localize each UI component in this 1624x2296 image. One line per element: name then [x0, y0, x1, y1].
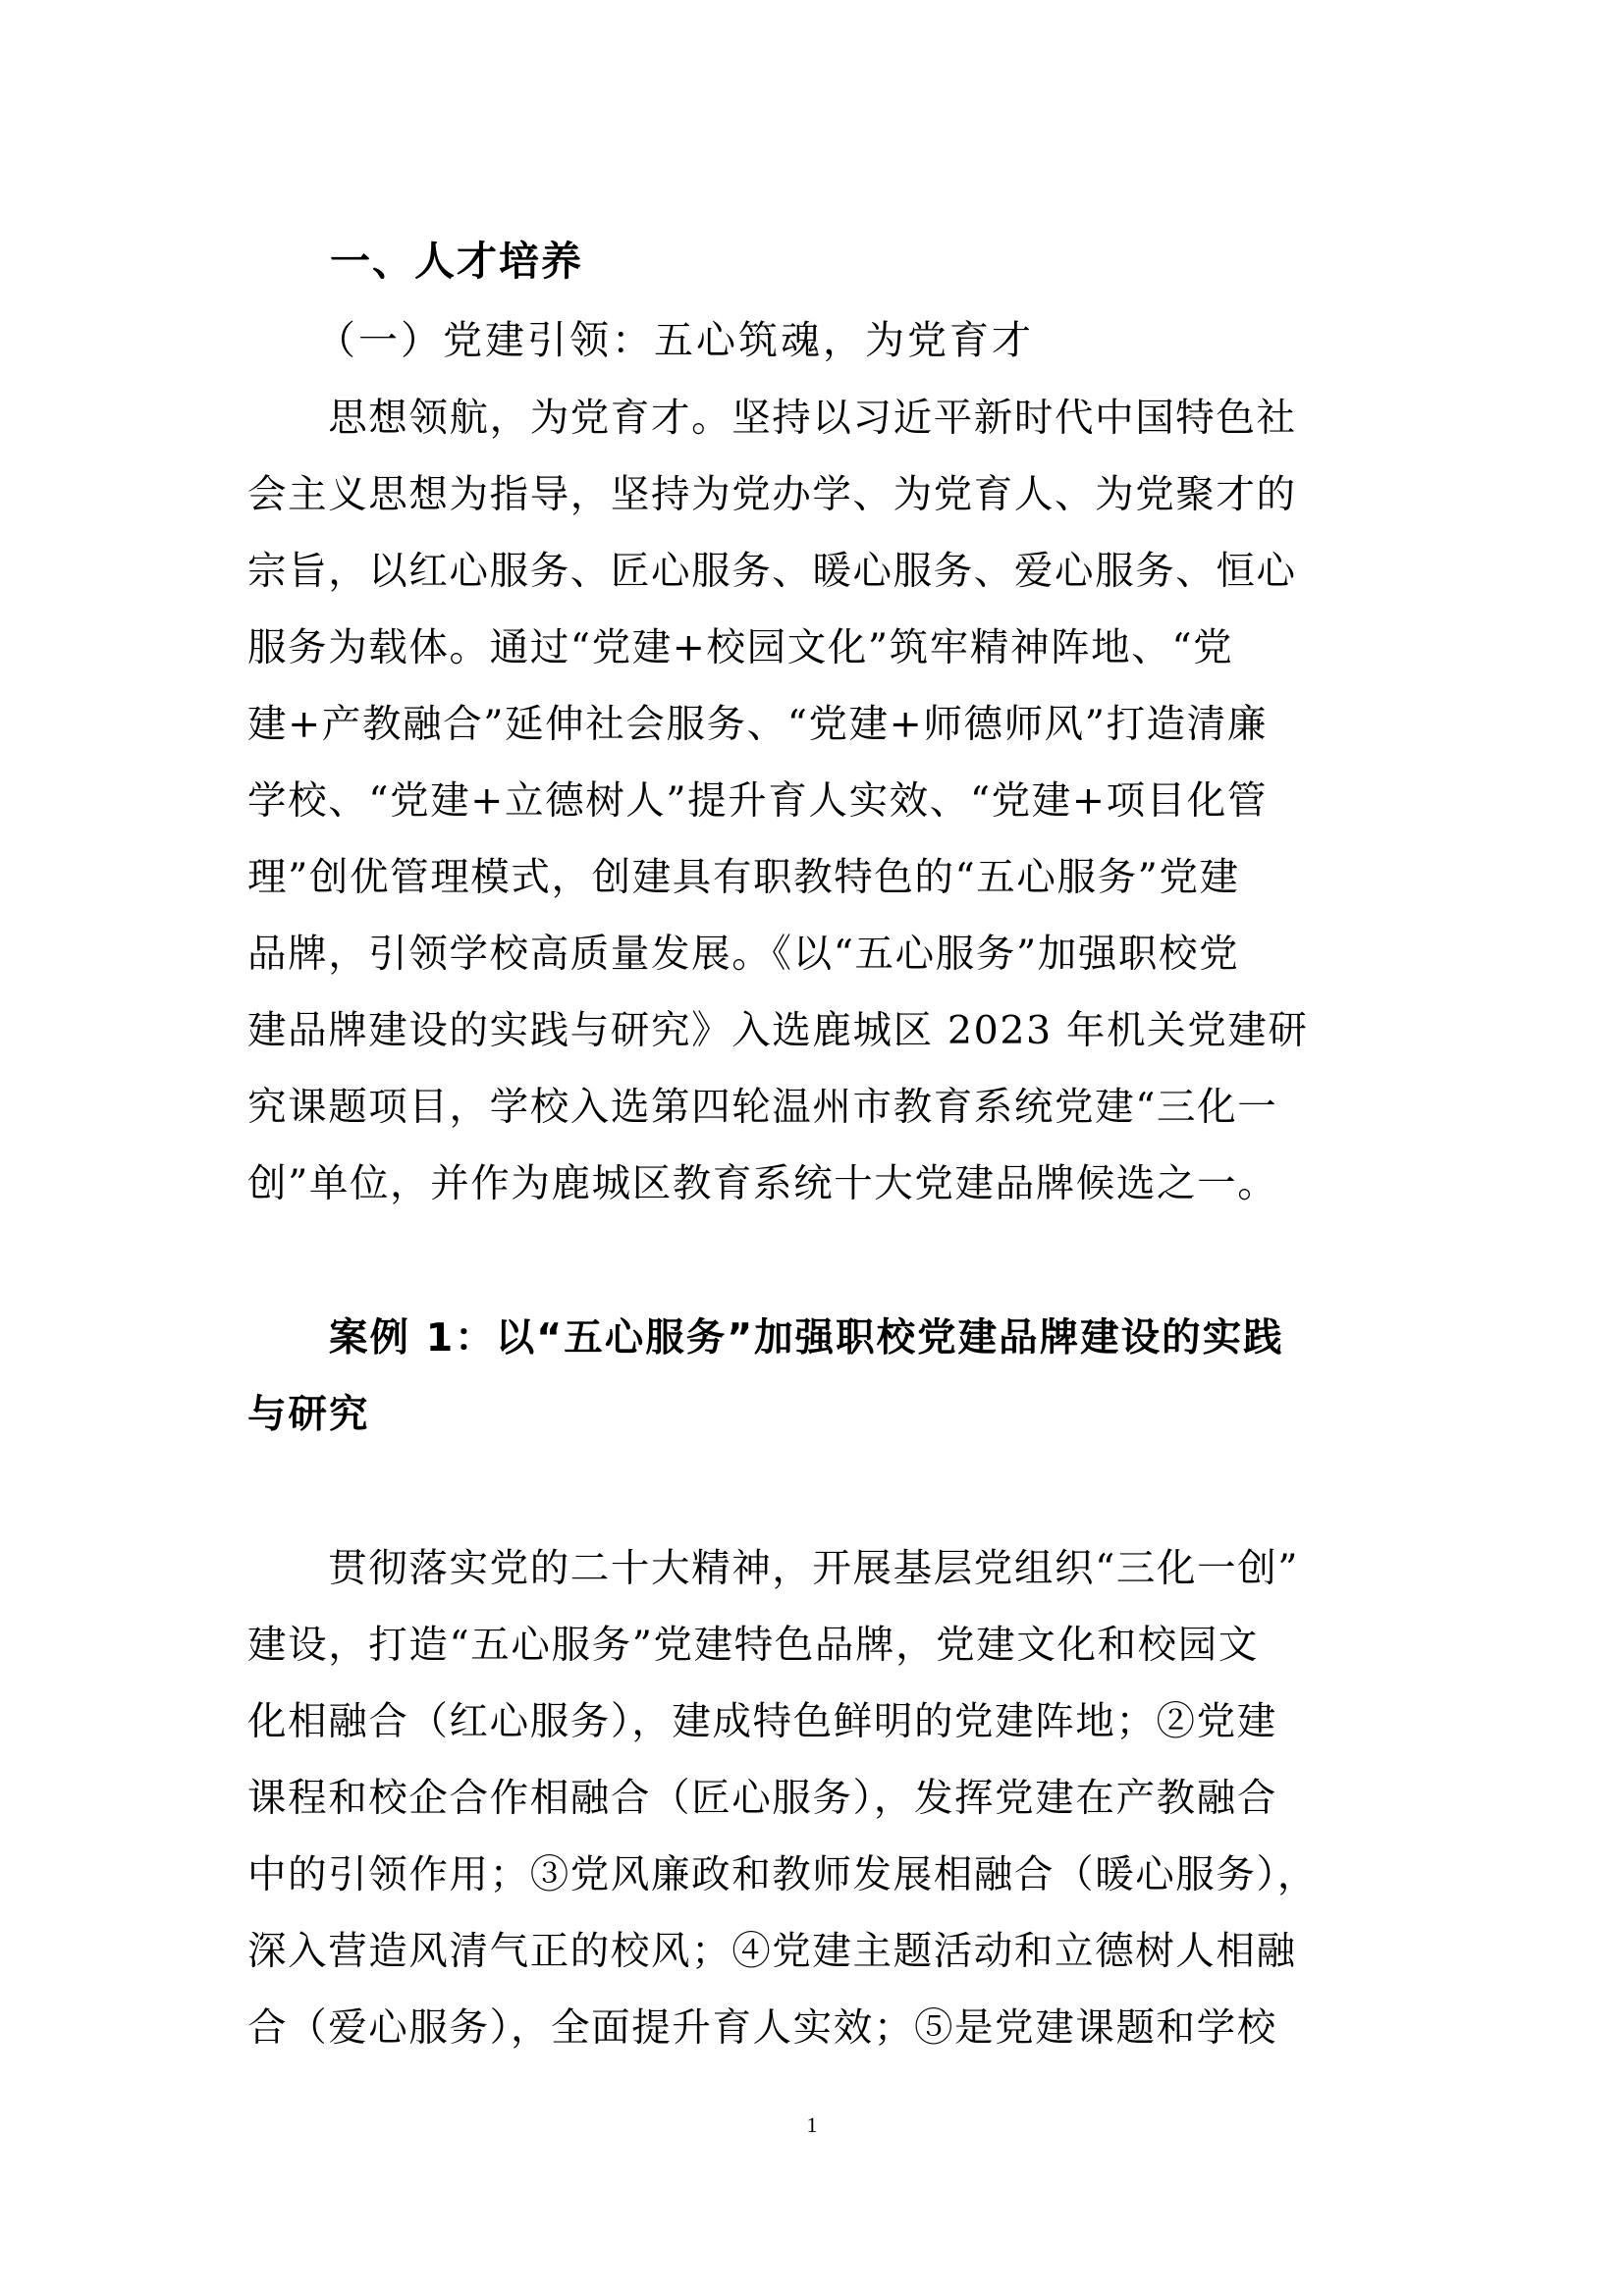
paragraph2-line: 深入营造风清气正的校风；④党建主题活动和立德树人相融 [247, 1929, 1297, 1974]
paragraph1-line: 理”创优管理模式，创建具有职教特色的“五心服务”党建 [247, 855, 1240, 900]
paragraph2-line: 中的引领作用；③党风廉政和教师发展相融合（暖心服务）， [247, 1852, 1318, 1897]
paragraph2-line: 课程和校企合作相融合（匠心服务），发挥党建在产教融合 [247, 1776, 1277, 1821]
paragraph1-line: 思想领航，为党育才。坚持以习近平新时代中国特色社 [247, 396, 1297, 441]
paragraph2-line: 建设，打造“五心服务”党建特色品牌，党建文化和校园文 [247, 1623, 1259, 1668]
subsection-heading: （一）党建引领：五心筑魂，为党育才 [316, 318, 1034, 363]
paragraph2-line: 化相融合（红心服务），建成特色鲜明的党建阵地；②党建 [247, 1699, 1277, 1744]
page-number: 1 [806, 2112, 818, 2137]
case-title-line: 案例 1：以“五心服务”加强职校党建品牌建设的实践 [247, 1315, 1284, 1361]
case-title-line: 与研究 [247, 1392, 370, 1437]
paragraph1-line: 建+产教融合”延伸社会服务、“党建+师德师风”打造清廉 [247, 702, 1268, 747]
paragraph2-line: 贯彻落实党的二十大精神，开展基层党组织“三化一创” [247, 1546, 1300, 1591]
paragraph1-line: 服务为载体。通过“党建+校园文化”筑牢精神阵地、“党 [247, 625, 1234, 670]
paragraph1-line: 建品牌建设的实践与研究》入选鹿城区 2023 年机关党建研 [247, 1008, 1309, 1053]
paragraph1-line: 品牌，引领学校高质量发展。《以“五心服务”加强职校党 [247, 932, 1240, 977]
paragraph1-line: 会主义思想为指导，坚持为党办学、为党育人、为党聚才的 [247, 472, 1297, 517]
paragraph1-line: 创”单位，并作为鹿城区教育系统十大党建品牌候选之一。 [247, 1161, 1278, 1206]
paragraph1-line: 宗旨，以红心服务、匠心服务、暖心服务、爱心服务、恒心 [247, 549, 1297, 594]
section-heading: 一、人才培养 [330, 238, 583, 285]
paragraph1-line: 学校、“党建+立德树人”提升育人实效、“党建+项目化管 [247, 778, 1268, 824]
paragraph2-line: 合（爱心服务），全面提升育人实效；⑤是党建课题和学校 [247, 2005, 1277, 2051]
paragraph1-line: 究课题项目，学校入选第四轮温州市教育系统党建“三化一 [247, 1085, 1278, 1130]
